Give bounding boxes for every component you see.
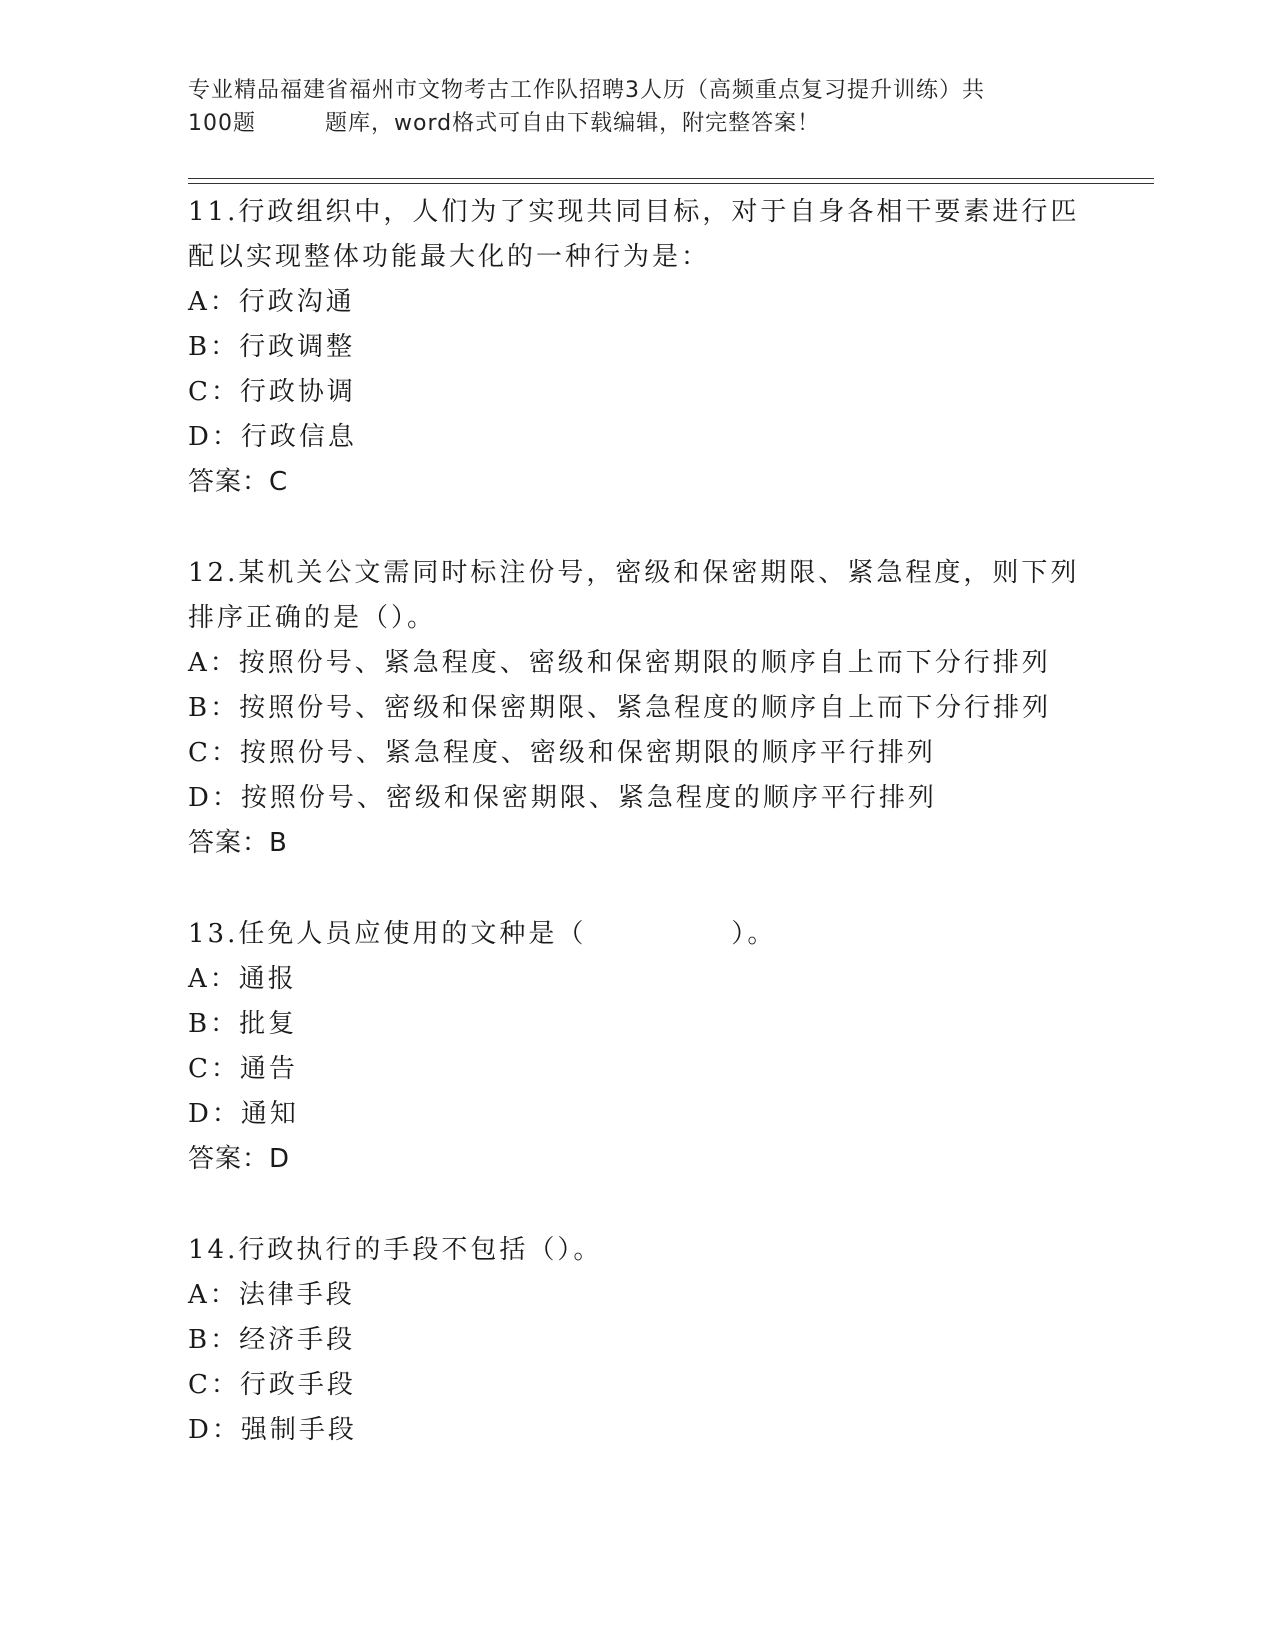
option-c: C：行政手段 [188, 1370, 356, 1400]
option-d: D：行政信息 [188, 422, 357, 452]
option-a: A：通报 [188, 964, 297, 994]
answer-line: 答案：C [188, 467, 289, 497]
question-13 [188, 912, 1088, 1182]
answer-line: 答案：D [188, 1144, 291, 1174]
question-12 [188, 551, 1088, 866]
question-11 [188, 190, 1088, 505]
option-b: B：批复 [188, 1009, 298, 1039]
header-title-line-1: 专业精品福建省福州市文物考古工作队招聘3人历（高频重点复习提升训练）共 [188, 78, 985, 103]
question-stem-continued: 排序正确的是（）。 [188, 603, 437, 633]
question-list [188, 190, 1088, 1499]
question-stem: 12.某机关公文需同时标注份号，密级和保密期限、紧急程度，则下列 [188, 558, 1080, 588]
option-c: C：通告 [188, 1054, 298, 1084]
option-a: A：按照份号、紧急程度、密级和保密期限的顺序自上而下分行排列 [188, 648, 1051, 678]
option-d: D：强制手段 [188, 1415, 357, 1445]
header-title-line-2: 100题 题库，word格式可自由下载编辑，附完整答案！ [188, 111, 821, 136]
header-divider-top [188, 178, 1154, 179]
option-b: B：行政调整 [188, 332, 356, 362]
option-d: D：按照份号、密级和保密期限、紧急程度的顺序平行排列 [188, 783, 937, 813]
question-stem: 13.任免人员应使用的文种是（ ）。 [188, 919, 777, 949]
document-header [188, 74, 1068, 140]
question-stem: 11.行政组织中，人们为了实现共同目标，对于自身各相干要素进行匹 [188, 197, 1080, 227]
header-divider-bottom [188, 183, 1154, 184]
question-14 [188, 1228, 1088, 1453]
option-b: B：经济手段 [188, 1325, 356, 1355]
option-b: B：按照份号、密级和保密期限、紧急程度的顺序自上而下分行排列 [188, 693, 1052, 723]
answer-line: 答案：B [188, 828, 288, 858]
option-c: C：行政协调 [188, 377, 356, 407]
option-d: D：通知 [188, 1099, 299, 1129]
question-stem: 14.行政执行的手段不包括（）。 [188, 1235, 603, 1265]
option-c: C：按照份号、紧急程度、密级和保密期限的顺序平行排列 [188, 738, 936, 768]
option-a: A：法律手段 [188, 1280, 355, 1310]
option-a: A：行政沟通 [188, 287, 355, 317]
question-stem-continued: 配以实现整体功能最大化的一种行为是： [188, 242, 711, 272]
